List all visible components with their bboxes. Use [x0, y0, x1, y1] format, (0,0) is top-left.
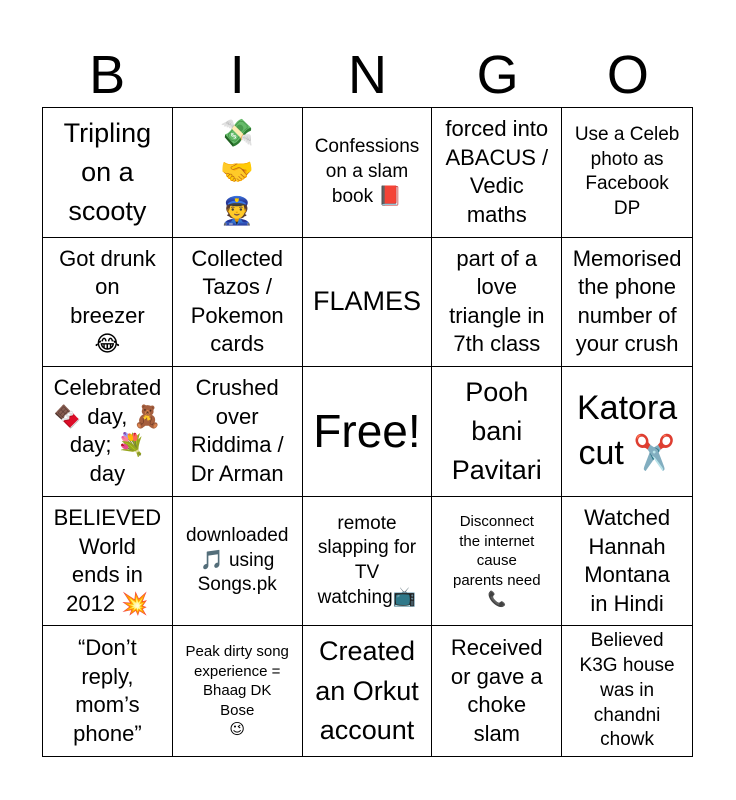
bingo-cell-text: Celebrated 🍫 day, 🧸 day; 💐 day [53, 375, 162, 487]
bingo-cell-text: Pooh bani Pavitari [451, 376, 542, 486]
bingo-cell[interactable] [562, 367, 692, 497]
bingo-cell[interactable] [303, 497, 433, 627]
bingo-cell[interactable] [303, 626, 433, 756]
bingo-cell-text: Watched Hannah Montana in Hindi [584, 504, 671, 616]
bingo-cell-text: Received or gave a choke slam [450, 635, 543, 746]
bingo-cell[interactable] [173, 238, 303, 368]
bingo-cell-text: remote slapping for TV watching📺 [317, 512, 417, 608]
bingo-cell-text: Got drunk on breezer 😂 [59, 245, 156, 357]
bingo-cell[interactable] [432, 108, 562, 238]
bingo-cell[interactable] [43, 497, 173, 627]
bingo-cell-text: Disconnect the internet cause parents need 📞 [453, 513, 541, 609]
bingo-cell-text: Use a Celeb photo as Facebook DP [574, 123, 680, 219]
bingo-cell-text: Peak dirty song experience = Bhaag DK Bose 😉 [185, 643, 289, 739]
bingo-cell[interactable] [432, 238, 562, 368]
bingo-cell-text: 💸 🤝 👮 [220, 117, 254, 226]
bingo-cell[interactable] [43, 238, 173, 368]
bingo-cell[interactable] [562, 497, 692, 627]
bingo-cell[interactable] [303, 367, 433, 497]
bingo-cell[interactable] [562, 626, 692, 756]
bingo-board [42, 107, 693, 757]
bingo-cell-text: part of a love triangle in 7th class [449, 245, 545, 357]
bingo-cell[interactable] [173, 497, 303, 627]
bingo-cell-text: forced into ABACUS / Vedic maths [445, 116, 549, 227]
bingo-cell-text: Memorised the phone number of your crush [572, 245, 682, 357]
header-letter-n: N [347, 45, 387, 105]
bingo-cell-text: Free! [313, 404, 421, 457]
bingo-cell[interactable] [43, 367, 173, 497]
bingo-cell[interactable] [173, 108, 303, 238]
header-letter-i: I [229, 45, 245, 105]
bingo-cell[interactable] [562, 108, 692, 238]
header-letter-b: B [89, 45, 126, 105]
bingo-cell-text: Created an Orkut account [315, 636, 419, 745]
bingo-cell[interactable] [432, 626, 562, 756]
bingo-header [42, 44, 693, 106]
header-letter-g: G [476, 45, 519, 105]
bingo-cell[interactable] [432, 367, 562, 497]
bingo-cell[interactable] [43, 626, 173, 756]
bingo-cell[interactable] [173, 626, 303, 756]
bingo-cell-text: downloaded 🎵 using Songs.pk [185, 525, 289, 596]
header-letter-o: O [606, 45, 649, 105]
bingo-cell-text: Crushed over Riddima / Dr Arman [190, 375, 284, 487]
bingo-cell[interactable] [173, 367, 303, 497]
bingo-cell-text: BELIEVED World ends in 2012 💥 [53, 504, 162, 616]
bingo-cell[interactable] [432, 497, 562, 627]
bingo-cell[interactable] [303, 108, 433, 238]
bingo-cell-text: Believed K3G house was in chandni chowk [579, 630, 675, 751]
bingo-cell[interactable] [43, 108, 173, 238]
bingo-cell-text: Tripling on a scooty [63, 117, 152, 226]
bingo-cell-text: Confessions on a slam book 📕 [314, 136, 420, 207]
bingo-cell-text: Katora cut ✂️ [577, 388, 678, 473]
bingo-cell[interactable] [303, 238, 433, 368]
bingo-cell[interactable] [562, 238, 692, 368]
bingo-cell-text: FLAMES [312, 286, 421, 317]
bingo-cell-text: “Don’t reply, mom’s phone” [73, 635, 142, 746]
bingo-cell-text: Collected Tazos / Pokemon cards [190, 245, 284, 357]
